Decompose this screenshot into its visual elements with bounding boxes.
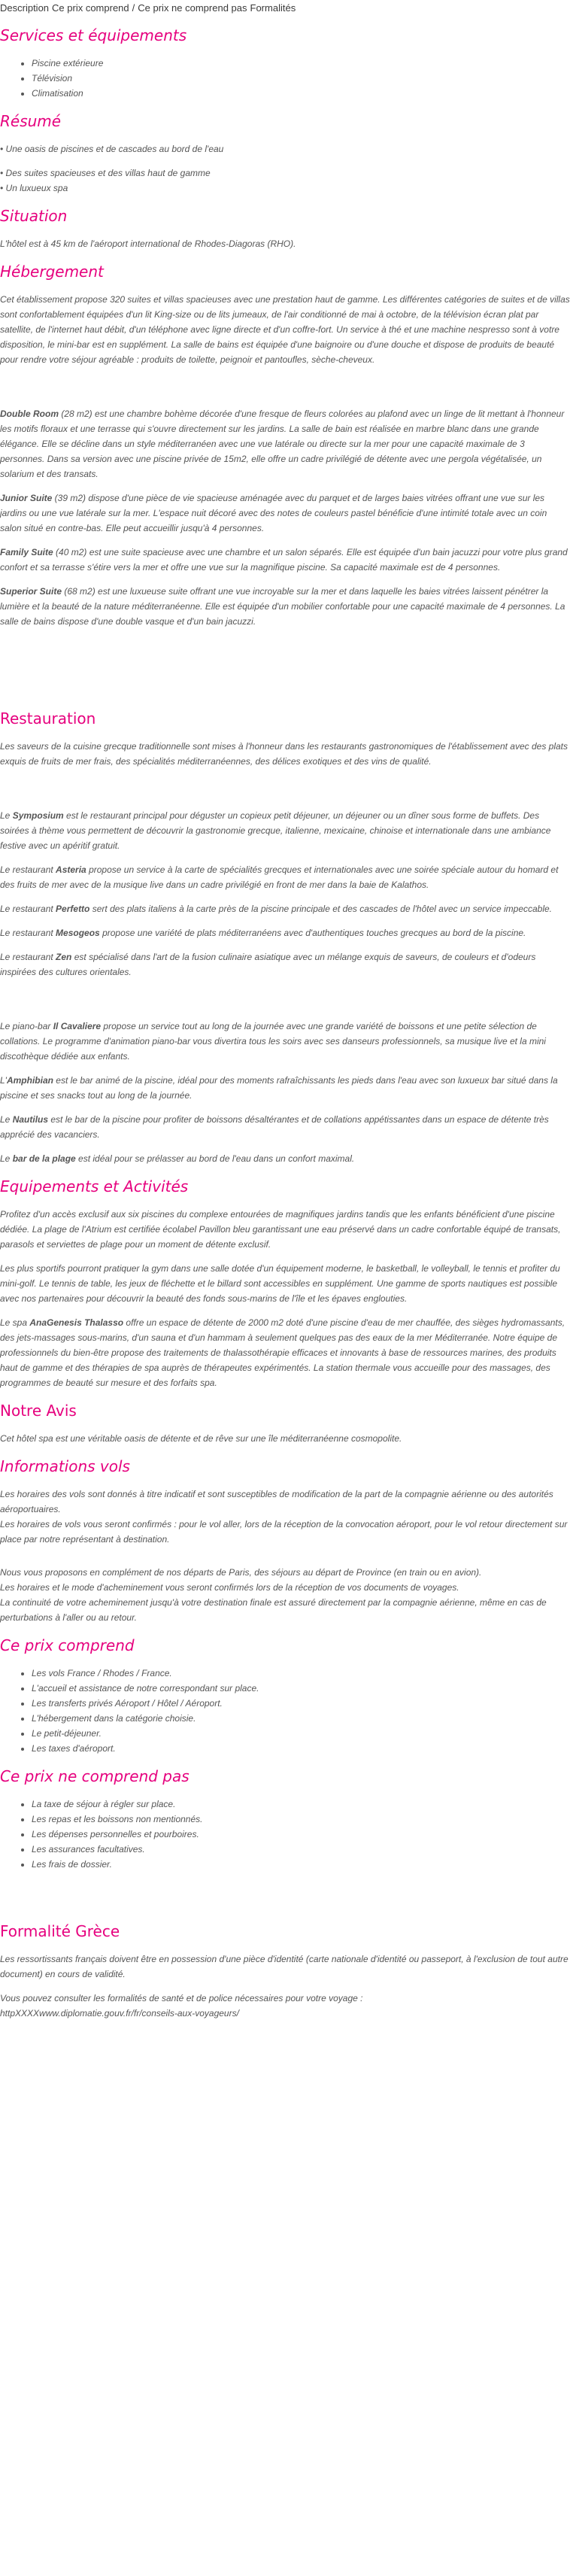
restaurant-mesogeos (0, 925, 570, 940)
venue-description: est le restaurant principal pour déguster un copieux petit déjeuner, un déjeuner ou un dîner sous forme de buffets. Des soirées à thème vous permettent de découvrir la gastronomie grecque, italienne, mexicaine, chinoise et internationale dans une ambiance festive avec un apéritif gratuit. (0, 810, 551, 851)
bar-il-cavaliere (0, 1019, 570, 1064)
text-prefix: Le restaurant (0, 928, 56, 938)
list-item: • Le petit-déjeuner. (32, 1726, 570, 1741)
resume-list (0, 141, 570, 196)
list-item: • Les dépenses personnelles et pourboires. (32, 1827, 570, 1842)
list-item: • Climatisation (32, 86, 570, 101)
resume-title: Résumé (0, 112, 62, 130)
text-prefix: Le restaurant (0, 864, 56, 875)
ne-comprend-list (0, 1797, 570, 1872)
formalite-identite: Les ressortissants français doivent être en possession d'une pièce d'identité (carte nationale d'identité ou passeport, à l'exclusion de tout autre document) en cours de validité. (0, 1954, 568, 1979)
tab-bar (0, 0, 570, 15)
situation-text: L'hôtel est à 45 km de l'aéroport international de Rhodes-Diagoras (RHO). (0, 238, 296, 249)
list-item: • Les frais de dossier. (32, 1857, 570, 1872)
services-list (0, 56, 570, 101)
equipements-title: Equipements et Activités (0, 1177, 189, 1195)
vols-line: La continuité de votre acheminement jusqu'à votre destination finale est assuré directement par la compagnie aérienne, même en cas de perturbations à l'aller ou au retour. (0, 1597, 547, 1623)
vols-paragraph-2 (0, 1565, 570, 1625)
list-item: • Les taxes d'aéroport. (32, 1741, 570, 1756)
restaurant-symposium (0, 808, 570, 853)
text-prefix: Le (0, 1114, 13, 1125)
text-prefix: Le (0, 1153, 13, 1164)
comprend-list (0, 1666, 570, 1756)
ne-comprend-title: Ce prix ne comprend pas (0, 1767, 189, 1785)
venue-description: propose un service tout au long de la journée avec une grande variété de boissons et une petite sélection de collations. Le programme d'animation piano-bar vous divertira tous les soirs avec ses danseurs professionnels, sa musique live et la mini discothèque dédiée aux enfants. (0, 1021, 546, 1062)
list-item: • Les vols France / Rhodes / France. (32, 1666, 570, 1681)
services-title: Services et équipements (0, 26, 187, 44)
bar-nautilus (0, 1112, 570, 1142)
venue-name: bar de la plage (12, 1153, 76, 1164)
room-name: Superior Suite (0, 586, 62, 597)
situation-title: Situation (0, 207, 68, 225)
room-description: (39 m2) dispose d'une pièce de vie spacieuse aménagée avec du parquet et de larges baies vitrées offrant une vue sur les jardins ou une vue latérale sur la mer. L'espace nuit décoré avec des notes de couleurs pastel bénéficie d'une intimité totale avec un coin salon situé en contre-bas. Elle peut accueillir jusqu'à 4 personnes. (0, 493, 547, 533)
list-item: • Des suites spacieuses et des villas haut de gamme (0, 168, 211, 178)
venue-description: sert des plats italiens à la carte près de la piscine principale et des cascades de l'hôtel avec un service impeccable. (89, 904, 553, 914)
restaurant-zen (0, 949, 570, 980)
venue-description: est idéal pour se prélasser au bord de l'eau dans un confort maximal. (75, 1153, 355, 1164)
formalite-title: Formalité Grèce (0, 1922, 120, 1940)
venue-name: Asteria (56, 864, 86, 875)
vols-title: Informations vols (0, 1457, 130, 1475)
venue-name: Perfetto (56, 904, 90, 914)
list-item: • Un luxueux spa (0, 183, 68, 193)
equipements-piscines: Profitez d'un accès exclusif aux six piscines du complexe entourées de magnifiques jardins tandis que les enfants bénéficient d'une piscine dédiée. La plage de l'Atrium est certifiée écolabel Pavillon bleu garantissant une eau préservé dans un cadre confortable équipé de transats, parasols et serviettes de plage pour un moment de détente exclusif. (0, 1209, 561, 1250)
room-family (0, 545, 570, 575)
avis-title: Notre Avis (0, 1402, 77, 1420)
room-name: Double Room (0, 409, 59, 419)
room-double (0, 406, 570, 481)
equipements-spa (0, 1315, 570, 1390)
bar-plage (0, 1151, 570, 1166)
tab-separator: / (132, 2, 135, 14)
list-item: • Une oasis de piscines et de cascades au bord de l'eau (0, 144, 224, 154)
equipements-sports: Les plus sportifs pourront pratiquer la gym dans une salle dotée d'un équipement moderne, le basketball, le volleyball, le tennis et profiter du mini-golf. Le tennis de table, les jeux de fléchette et le billard sont accessibles en supplément. Une gamme de sports nautiques est possible avec nos partenaires pour découvrir la beauté des fonds sous-marins de l'île et les épaves englouties. (0, 1263, 560, 1304)
spa-name: AnaGenesis Thalasso (29, 1317, 124, 1328)
hebergement-title: Hébergement (0, 263, 104, 281)
list-item: • Piscine extérieure (32, 56, 570, 71)
venue-name: Symposium (12, 810, 64, 821)
room-superior (0, 584, 570, 629)
room-description: (28 m2) est une chambre bohème décorée d'une fresque de fleurs colorées au plafond avec un linge de lit mettant à l'honneur les motifs floraux et une terrasse qui s'ouvre directement sur les jardins. La salle de bain est réalisée en marbre blanc dans une grande élégance. Elle se décline dans un style méditerranéen avec une vue latérale ou directe sur la mer pour une capacité maximale de 3 personnes. Dans sa version avec une piscine privée de 15m2, elle offre un cadre privilégié de détente avec une pergola végétalisée, un solarium et des transats. (0, 409, 565, 479)
venue-name: Amphibian (6, 1075, 53, 1086)
room-description: (40 m2) est une suite spacieuse avec une chambre et un salon séparés. Elle est équipée d'un bain jacuzzi pour votre plus grand confort et sa terrasse s'étire vers la mer et offre une vue sur la magnifique piscine. Sa capacité maximale est de 4 personnes. (0, 547, 568, 573)
tab-ce-prix-comprend[interactable]: Ce prix comprend (52, 2, 129, 14)
restaurant-asteria (0, 862, 570, 892)
vols-line: Les horaires de vols vous seront confirmés : pour le vol aller, lors de la réception de la convocation aéroport, pour le vol retour directement sur place par notre représentant à destination. (0, 1519, 568, 1545)
venue-description: propose une variété de plats méditerranéens avec d'authentiques touches grecques au bord de la piscine. (99, 928, 526, 938)
avis-text: Cet hôtel spa est une véritable oasis de détente et de rêve sur une île méditerranéenne cosmopolite. (0, 1433, 402, 1444)
venue-name: Il Cavaliere (53, 1021, 102, 1031)
text-prefix: Le restaurant (0, 952, 56, 962)
venue-description: est spécialisé dans l'art de la fusion culinaire asiatique avec un mélange exquis de saveurs, de couleurs et d'odeurs inspirées des cultures orientales. (0, 952, 536, 977)
hebergement-intro: Cet établissement propose 320 suites et villas spacieuses avec une prestation haut de gamme. Les différentes catégories de suites et de villas sont confortablement équipées d'un lit King-size ou de lits jumeaux, de l'air conditionné de mai à octobre, de la télévision écran plat par satellite, de l'internet haut débit, d'un téléphone avec ligne directe et d'un coffre-fort. Un service à thé et une machine nespresso sont à votre disposition, le mini-bar est en supplément. La salle de bains est équipée d'une baignoire ou d'une douche et dispose de produits de beauté pour rendre votre séjour agréable : produits de toilette, peignoir et pantoufles, sèche-cheveux. (0, 294, 570, 365)
list-item: • Les assurances facultatives. (32, 1842, 570, 1857)
vols-paragraph-1 (0, 1487, 570, 1547)
restauration-title: Restauration (0, 709, 96, 728)
room-name: Junior Suite (0, 493, 53, 503)
formalite-sante (0, 1991, 570, 2021)
list-item: • L'accueil et assistance de notre correspondant sur place. (32, 1681, 570, 1696)
vols-line: Les horaires des vols sont donnés à titre indicatif et sont susceptibles de modification de la part de la compagnie aérienne ou des autorités aéroportuaires. (0, 1489, 553, 1514)
tab-formalites[interactable]: Formalités (250, 2, 296, 14)
comprend-title: Ce prix comprend (0, 1636, 135, 1654)
venue-description: propose un service à la carte de spécialités grecques et internationales avec une soirée spéciale autour du homard et des fruits de mer avec de la musique live dans un cadre privilégié en front de mer dans la baie de Kalathos. (0, 864, 559, 890)
text-prefix: Le restaurant (0, 904, 56, 914)
bar-amphibian (0, 1073, 570, 1103)
list-item: • Les transferts privés Aéroport / Hôtel / Aéroport. (32, 1696, 570, 1711)
venue-name: Nautilus (12, 1114, 49, 1125)
restauration-intro: Les saveurs de la cuisine grecque traditionnelle sont mises à l'honneur dans les restaurants gastronomiques de l'établissement avec des plats exquis de fruits de mer frais, des spécialités méditerranéennes, des délices exotiques et des vins de qualité. (0, 741, 568, 767)
venue-description: est le bar animé de la piscine, idéal pour des moments rafraîchissants les pieds dans l'eau avec son luxueux bar situé dans la piscine et ses snacks tout au long de la journée. (0, 1075, 558, 1101)
list-item: • L'hébergement dans la catégorie choisie. (32, 1711, 570, 1726)
text-prefix: Le spa (0, 1317, 30, 1328)
vols-line: Les horaires et le mode d'acheminement vous seront confirmés lors de la réception de vos documents de voyages. (0, 1582, 459, 1593)
text-prefix: L' (0, 1075, 7, 1086)
formalite-link[interactable]: httpXXXXwww.diplomatie.gouv.fr/fr/conseils-aux-voyageurs/ (0, 2008, 239, 2019)
spa-description: offre un espace de détente de 2000 m2 doté d'une piscine d'eau de mer chauffée, des sièges hydromassants, des jets-massages sous-marins, d'un sauna et d'un hammam à seulement quelques pas des eaux de la mer Méditerranée. Notre équipe de professionnels du bien-être propose des traitements de thalassothérapie efficaces et innovants à base de ressources marines, des produits haut de gamme et des thérapies de spa auprès de thérapeutes expérimentés. La station thermale vous accueille pour des massages, des programmes de beauté sur mesure et des forfaits spa. (0, 1317, 565, 1388)
formalite-text: Vous pouvez consulter les formalités de santé et de police nécessaires pour votre voyage : (0, 1993, 363, 2003)
restaurant-perfetto (0, 901, 570, 916)
room-description: (68 m2) est une luxueuse suite offrant une vue incroyable sur la mer et dans laquelle les baies vitrées laissent pénétrer la lumière et la beauté de la nature méditerranéenne. Elle est équipée d'un mobilier confortable pour une capacité maximale de 4 personnes. La salle de bains dispose d'une double vasque et d'un bain jacuzzi. (0, 586, 565, 627)
vols-line: Nous vous proposons en complément de nos départs de Paris, des séjours au départ de Province (en train ou en avion). (0, 1567, 482, 1578)
room-name: Family Suite (0, 547, 53, 557)
list-item: • Télévision (32, 71, 570, 86)
venue-name: Mesogeos (56, 928, 100, 938)
text-prefix: Le (0, 810, 13, 821)
tab-ce-prix-ne-comprend-pas[interactable]: Ce prix ne comprend pas (138, 2, 247, 14)
list-item: • Les repas et les boissons non mentionnés. (32, 1812, 570, 1827)
list-item: • La taxe de séjour à régler sur place. (32, 1797, 570, 1812)
text-prefix: Le piano-bar (0, 1021, 53, 1031)
venue-description: est le bar de la piscine pour profiter de boissons désaltérantes et de collations appétissantes dans un espace de détente très apprécié des vacanciers. (0, 1114, 549, 1140)
venue-name: Zen (56, 952, 72, 962)
tab-description[interactable]: Description (0, 2, 50, 14)
room-junior (0, 491, 570, 536)
